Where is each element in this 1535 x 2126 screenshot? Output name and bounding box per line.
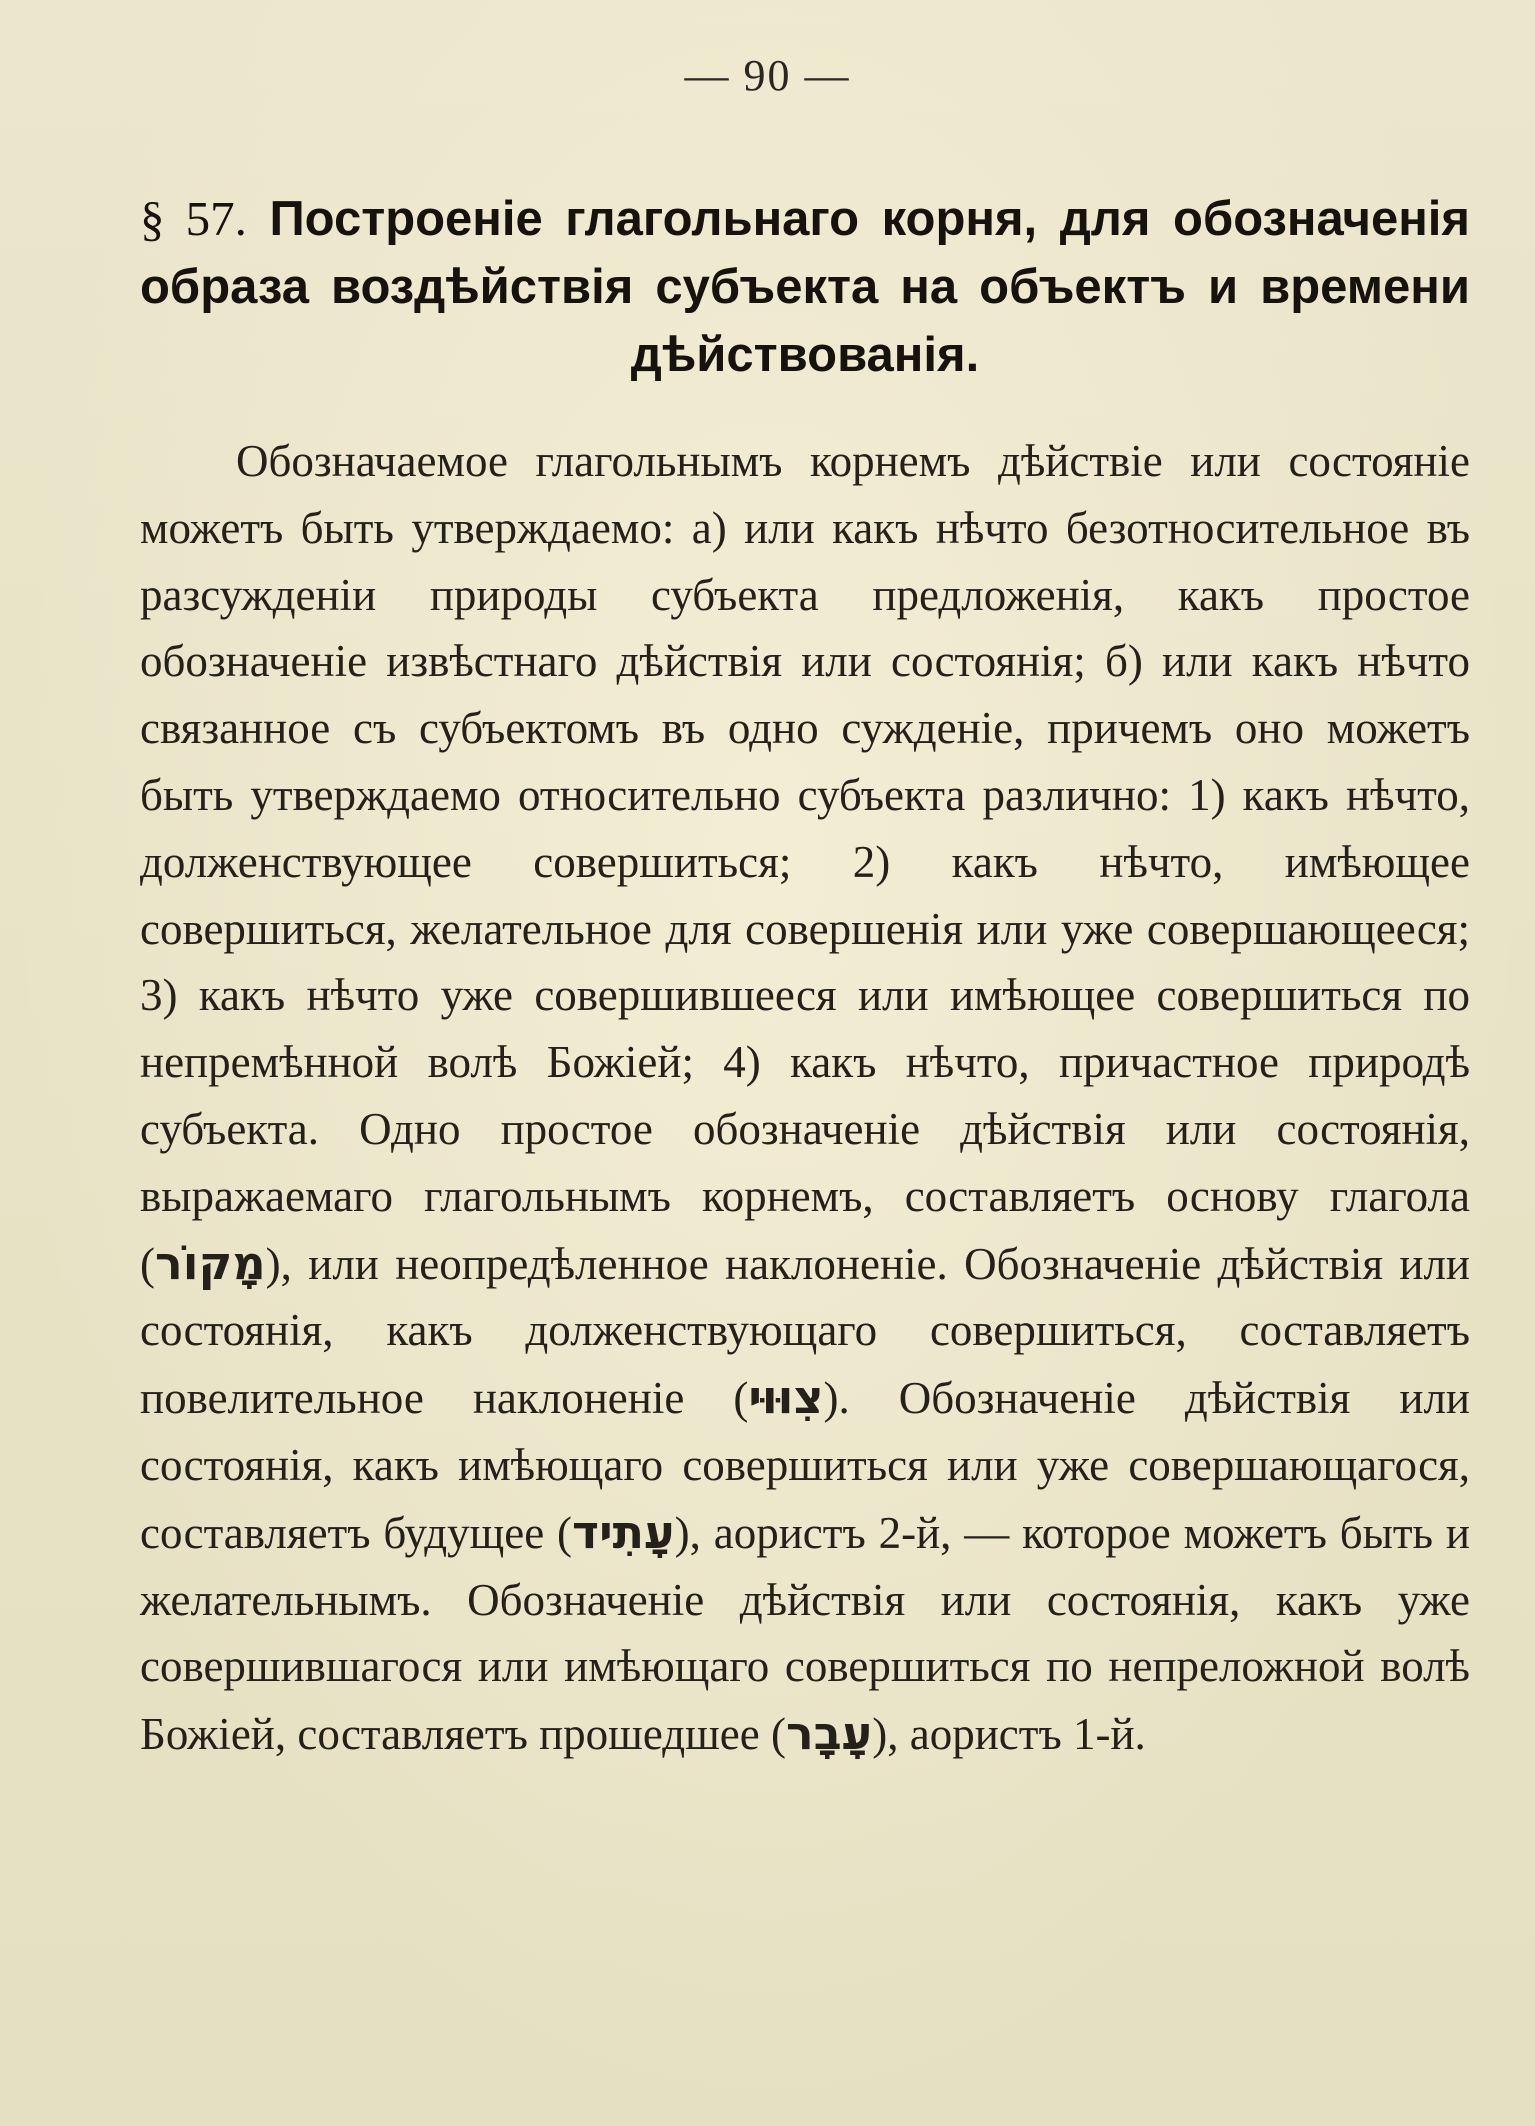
hebrew-term-atid: עָתִיד: [572, 1504, 675, 1559]
body-text: [140, 428, 1470, 1768]
section-heading: [140, 185, 1470, 389]
paragraph-text-4: ), аористъ 2-й, — которое можетъ быть и желательнымъ. Обозначеніе дѣйствія или состоянія, какъ уже совершившагося или имѣющаго совершиться по непреложной волѣ Божіей, составляетъ прошедшее (: [140, 1507, 1470, 1760]
page-number: — 90 —: [684, 51, 851, 100]
hebrew-term-makor: מָקוֹר: [155, 1235, 266, 1290]
paragraph: [140, 428, 1470, 1768]
paragraph-text-5: ), аористъ 1-й.: [872, 1709, 1146, 1760]
paragraph-text-1: Обозначаемое глагольнымъ корнемъ дѣйствіе или состояніе можетъ быть утверждаемо: а) или какъ нѣчто безотносительное въ разсужденіи природы субъекта предложенія, какъ простое обозначеніе извѣстнаго дѣйствія или состоянія; б) или какъ нѣчто связанное съ субъектомъ въ одно сужденіе, причемъ оно можетъ быть утверждаемо относительно субъекта различно: 1) какъ нѣчто, долженствующее совершиться; 2) какъ нѣчто, имѣющее совершиться, желательное для совершенія или уже совершающееся; 3) какъ нѣчто уже совершившееся или имѣющее совершиться по непремѣнной волѣ Божіей; 4) какъ нѣчто, причастное природѣ субъекта. Одно простое обозначеніе дѣйствія или состоянія, выражаемаго глагольнымъ корнемъ, составляетъ основу глагола (: [140, 436, 1470, 1289]
paragraph-text-2: ), или неопредѣленное наклоненіе. Обозначеніе дѣйствія или состоянія, какъ долженствующаго совершиться, составляетъ повелительное наклоненіе (: [140, 1238, 1470, 1424]
hebrew-term-tsivui: צִוּוּי: [748, 1370, 824, 1425]
section-sign: § 57.: [140, 191, 247, 246]
hebrew-term-avar: עָבָר: [785, 1706, 873, 1761]
section-title: Построеніе глагольнаго корня, для обозначенія образа воздѣйствія субъекта на объектъ и времени дѣйствованія.: [140, 192, 1470, 382]
paragraph-text-3: ). Обозначеніе дѣйствія или состоянія, какъ имѣющаго совершиться или уже совершающагося, составляетъ будущее (: [140, 1373, 1470, 1558]
